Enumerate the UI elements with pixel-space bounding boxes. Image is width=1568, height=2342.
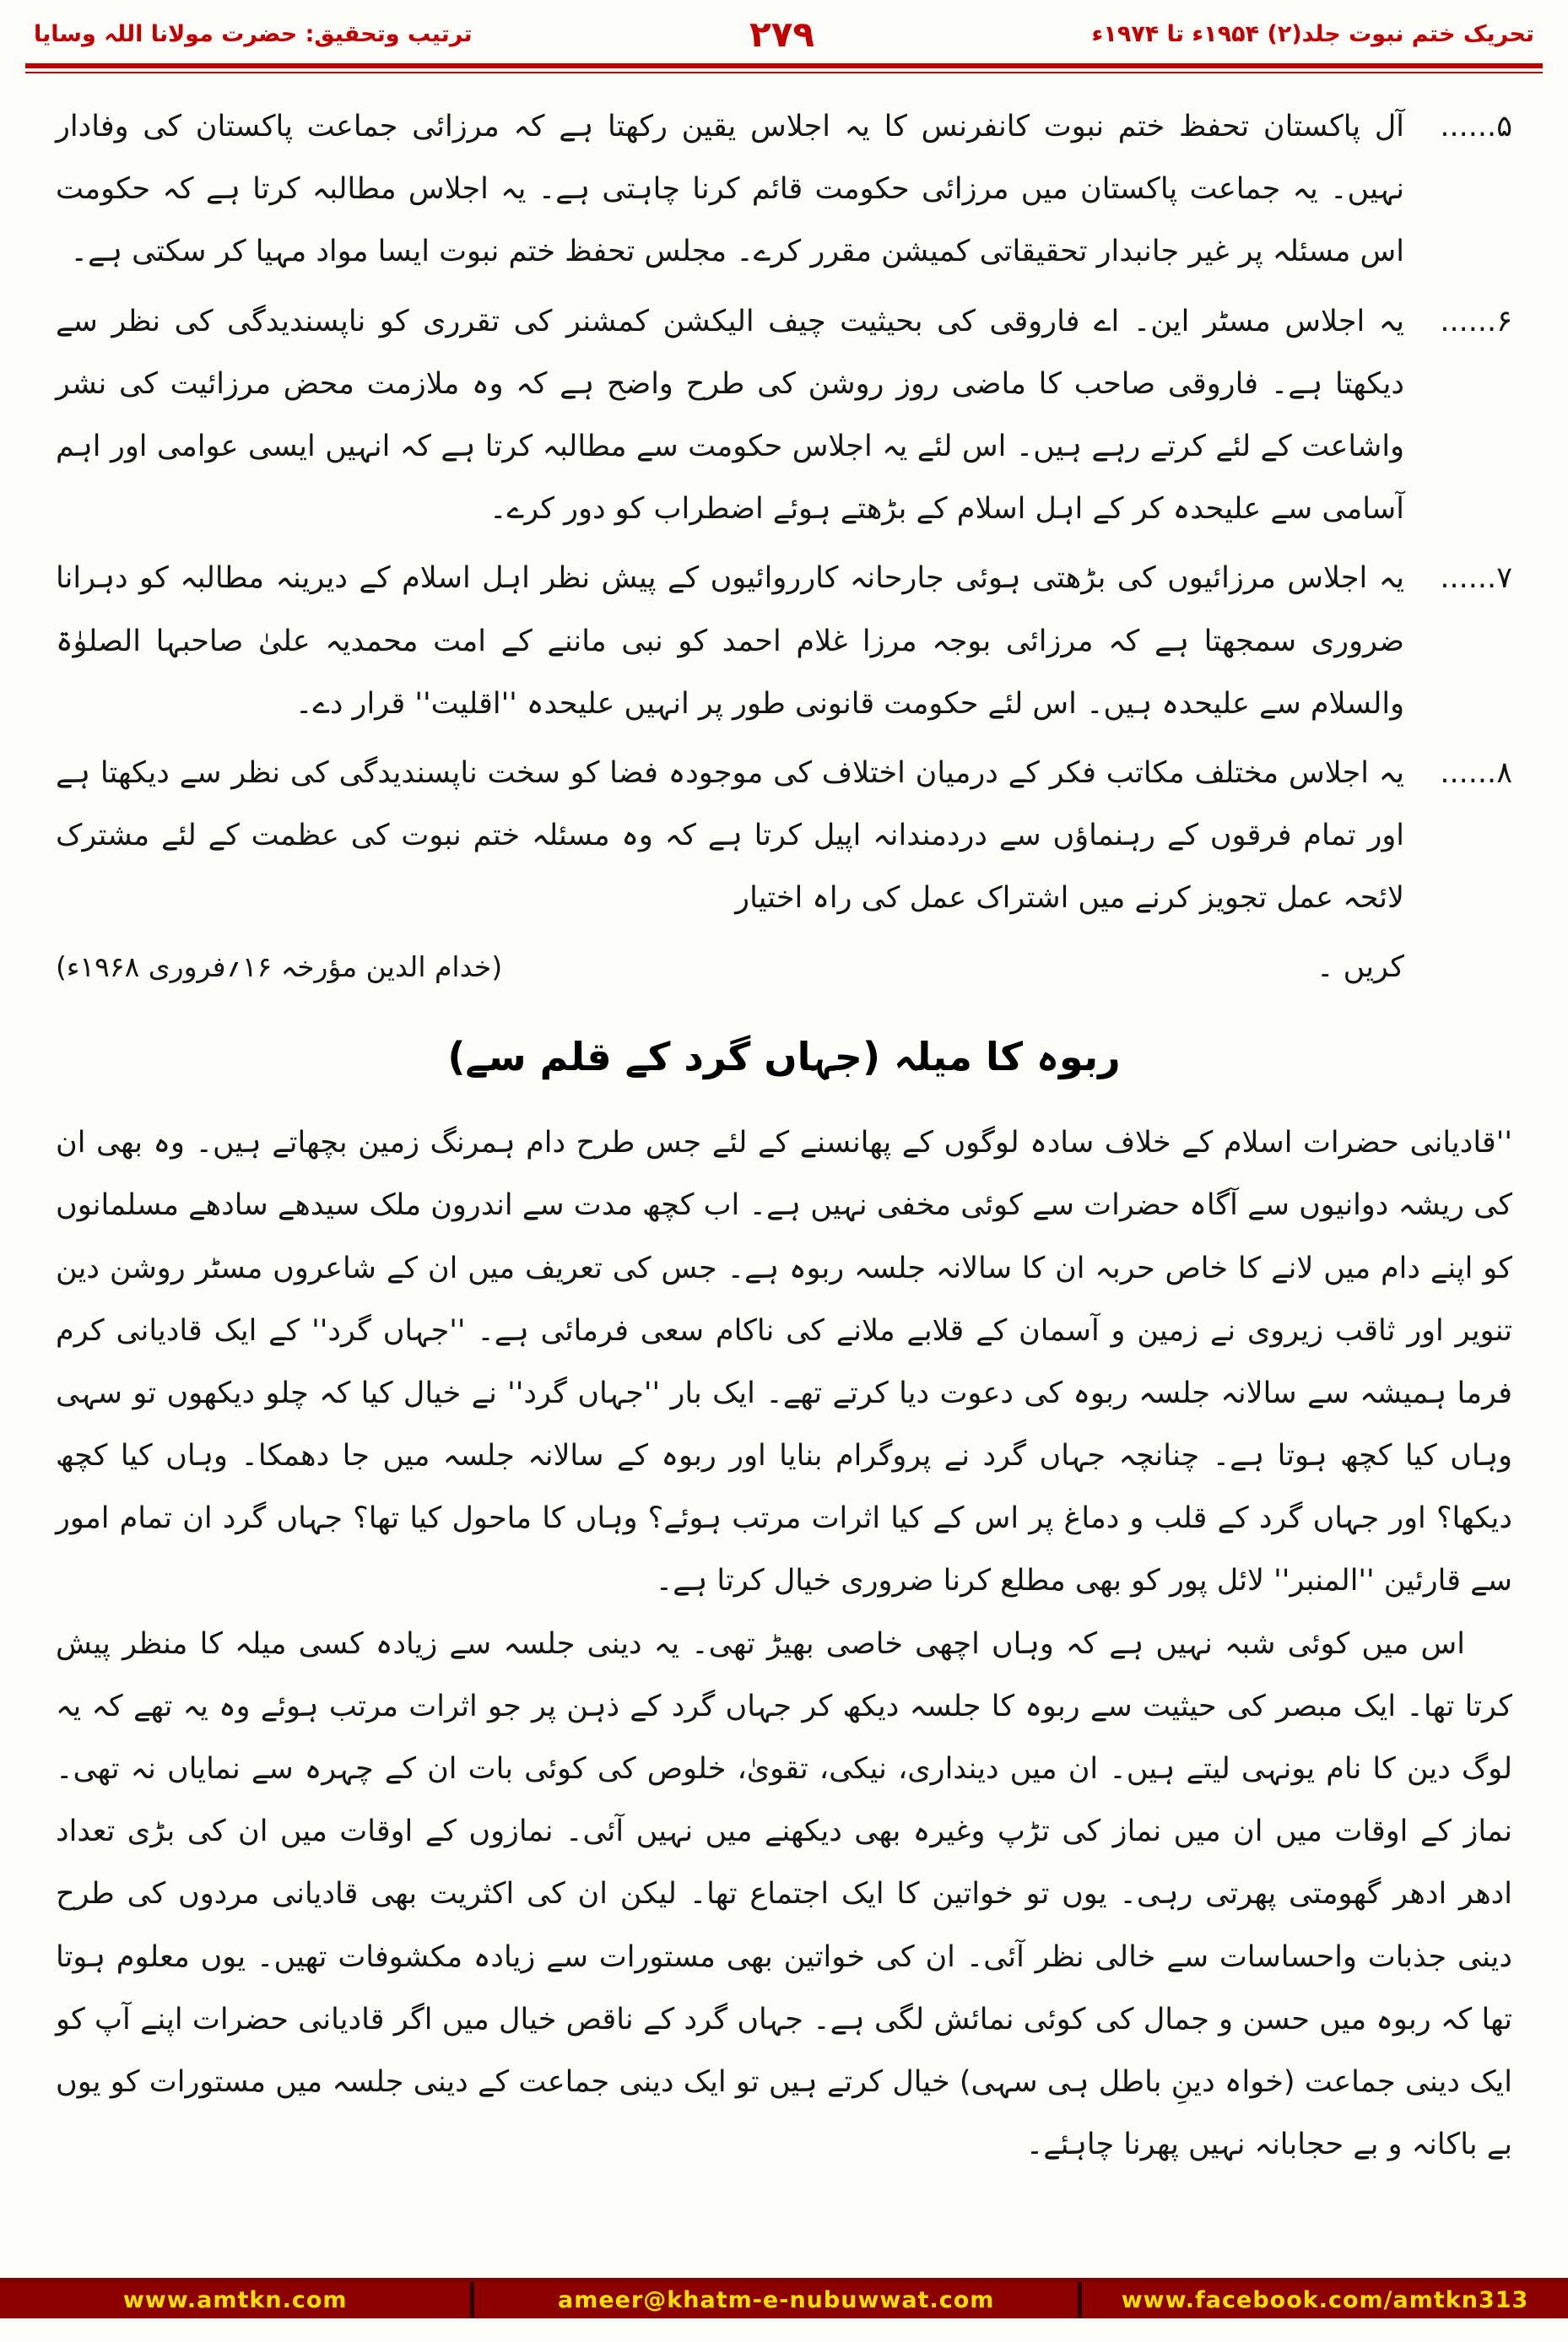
- footer-link-email[interactable]: ameer@khatm-e-nubuwwat.com: [474, 2282, 1078, 2318]
- resolution-number: ۷......: [1440, 561, 1512, 596]
- resolution-number: ۵......: [1440, 110, 1512, 143]
- page-header: [0, 0, 1568, 62]
- page-number: ۲۷۹: [749, 14, 815, 55]
- resolution-item-5: [56, 95, 1512, 284]
- resolution-number: ۸......: [1440, 755, 1512, 790]
- resolution-closing-word: کریں ۔: [1317, 950, 1404, 985]
- resolution-text: یہ اجلاس مرزائیوں کی بڑھتی ہوئی جارحانہ کارروائیوں کے پیش نظر اہل اسلام کے دیرینہ مطالبہ کو دہرانا ضروری سمجھتا ہے کہ مرزائی بوجہ مرزا غلام احمد کو نبی ماننے کے امت محمدیہ علیٰ صاحبہا الصلوٰۃ والسلام سے علیحدہ ہیں۔ اس لئے حکومت قانونی طور پر انہیں علیحدہ ''اقلیت'' قرار دے۔: [56, 561, 1404, 721]
- resolution-item-6: [56, 290, 1512, 541]
- body-paragraph-2: اس میں کوئی شبہ نہیں ہے کہ وہاں اچھی خاصی بھیڑ تھی۔ یہ دینی جلسہ سے زیادہ کسی میلہ کا منظر پیش کرتا تھا۔ ایک مبصر کی حیثیت سے ربوہ کا جلسہ دیکھ کر جہاں گرد کے ذہن پر جو اثرات مرتب ہوئے وہ یہ تھے کہ یہ لوگ دین کا نام یونہی لیتے ہیں۔ ان میں دینداری، نیکی، تقویٰ، خلوص کی کوئی بات ان کے چہرہ سے نمایاں نہ تھی۔ نماز کے اوقات میں ان میں نماز کی تڑپ وغیرہ بھی دیکھنے میں نہیں آئی۔ نمازوں کے اوقات میں ان کی بڑی تعداد ادھر ادھر گھومتی پھرتی رہی۔ یوں تو خواتین کا ایک اجتماع تھا۔ لیکن ان کی اکثریت بھی قادیانی مردوں کی طرح دینی جذبات واحساسات سے خالی نظر آئی۔ ان کی خواتین بھی مستورات سے زیادہ مکشوفات تھیں۔ یوں معلوم ہوتا تھا کہ ربوہ میں حسن و جمال کی کوئی نمائش لگی ہے۔ جہاں گرد کے ناقص خیال میں اگر قادیانی حضرات اپنے آپ کو ایک دینی جماعت (خواہ دینِ باطل ہی سہی) خیال کرتے ہیں تو ایک دینی جماعت کے دینی جلسہ میں مستورات کو یوں بے باکانہ و بے حجابانہ نہیں پھرنا چاہئے۔: [56, 1626, 1512, 2162]
- header-volume-title: تحریک ختم نبوت جلد(۲) ۱۹۵۴ء تا ۱۹۷۴ء: [1091, 21, 1534, 47]
- footer-link-website[interactable]: www.amtkn.com: [0, 2282, 470, 2318]
- resolution-text: یہ اجلاس مختلف مکاتب فکر کے درمیان اختلاف کی موجودہ فضا کو سخت ناپسندیدگی کی نظر سے دیکھتا ہے اور تمام فرقوں کے رہنماؤں سے دردمندانہ اپیل کرتا ہے کہ وہ مسئلہ ختم نبوت کی عظمت کے لئے مشترک لائحہ عمل تجویز کرنے میں اشتراک عمل کی راہ اختیار: [56, 755, 1404, 916]
- resolution-closing-line: [56, 936, 1404, 998]
- resolution-item-8: [56, 742, 1512, 930]
- section-heading: ربوہ کا میلہ (جہاں گرد کے قلم سے): [447, 1033, 1121, 1079]
- source-citation: (خدام الدین مؤرخہ ۱۶؍فروری ۱۹۶۸ء): [56, 950, 503, 984]
- resolution-item-7: [56, 547, 1512, 735]
- page-content: [0, 73, 1568, 2176]
- header-editor-title: ترتیب وتحقیق: حضرت مولانا اللہ وسایا: [34, 21, 473, 47]
- footer-link-facebook[interactable]: www.facebook.com/amtkn313: [1082, 2282, 1568, 2318]
- header-double-rule: [25, 63, 1543, 73]
- footer-bar: [0, 2278, 1568, 2318]
- resolution-text: یہ اجلاس مسٹر این۔ اے فاروقی کی بحیثیت چیف الیکشن کمشنر کی تقرری کو ناپسندیدگی کی نظر سے دیکھتا ہے۔ فاروقی صاحب کا ماضی روز روشن کی طرح واضح ہے کہ وہ ملازمت محض مرزائیت کی نشر واشاعت کے لئے کرتے رہے ہیں۔ اس لئے یہ اجلاس حکومت سے مطالبہ کرتا ہے کہ انہیں ایسی عوامی اور اہم آسامی سے علیحدہ کر کے اہل اسلام کے بڑھتے ہوئے اضطراب کو دور کرے۔: [56, 304, 1404, 527]
- body-paragraph-1: ''قادیانی حضرات اسلام کے خلاف سادہ لوگوں کے پھانسنے کے لئے جس طرح دام ہمرنگ زمین بچھاتے ہیں۔ وہ بھی ان کی ریشہ دوانیوں سے آگاہ حضرات سے کوئی مخفی نہیں ہے۔ اب کچھ مدت سے اندرون ملک سیدھے سادھے مسلمانوں کو اپنے دام میں لانے کا خاص حربہ ان کا سالانہ جلسہ ربوہ ہے۔ جس کی تعریف میں ان کے شاعروں مسٹر روشن دین تنویر اور ثاقب زیروی نے زمین و آسمان کے قلابے ملانے کی ناکام سعی فرمائی ہے۔ ''جہاں گرد'' کے ایک قادیانی کرم فرما ہمیشہ سے سالانہ جلسہ ربوہ کی دعوت دیا کرتے تھے۔ ایک بار ''جہاں گرد'' نے خیال کیا کہ چلو دیکھوں تو سہی وہاں کیا کچھ ہوتا ہے۔ چنانچہ جہاں گرد نے پروگرام بنایا اور ربوہ کے سالانہ جلسہ میں جا دھمکا۔ وہاں کیا کچھ دیکھا؟ اور جہاں گرد کے قلب و دماغ پر اس کے کیا اثرات مرتب ہوئے؟ وہاں کا ماحول کیا تھا؟ جہاں گرد ان تمام امور سے قارئین ''المنبر'' لائل پور کو بھی مطلع کرنا ضروری خیال کرتا ہے۔: [56, 1126, 1512, 1598]
- resolution-text: آل پاکستان تحفظ ختم نبوت کانفرنس کا یہ اجلاس یقین رکھتا ہے کہ مرزائی جماعت پاکستان کی وفادار نہیں۔ یہ جماعت پاکستان میں مرزائی حکومت قائم کرنا چاہتی ہے۔ یہ اجلاس مطالبہ کرتا ہے کہ حکومت اس مسئلہ پر غیر جانبدار تحقیقاتی کمیشن مقرر کرے۔ مجلس تحفظ ختم نبوت ایسا مواد مہیا کر سکتی ہے۔: [56, 110, 1404, 269]
- resolution-number: ۶......: [1440, 304, 1512, 338]
